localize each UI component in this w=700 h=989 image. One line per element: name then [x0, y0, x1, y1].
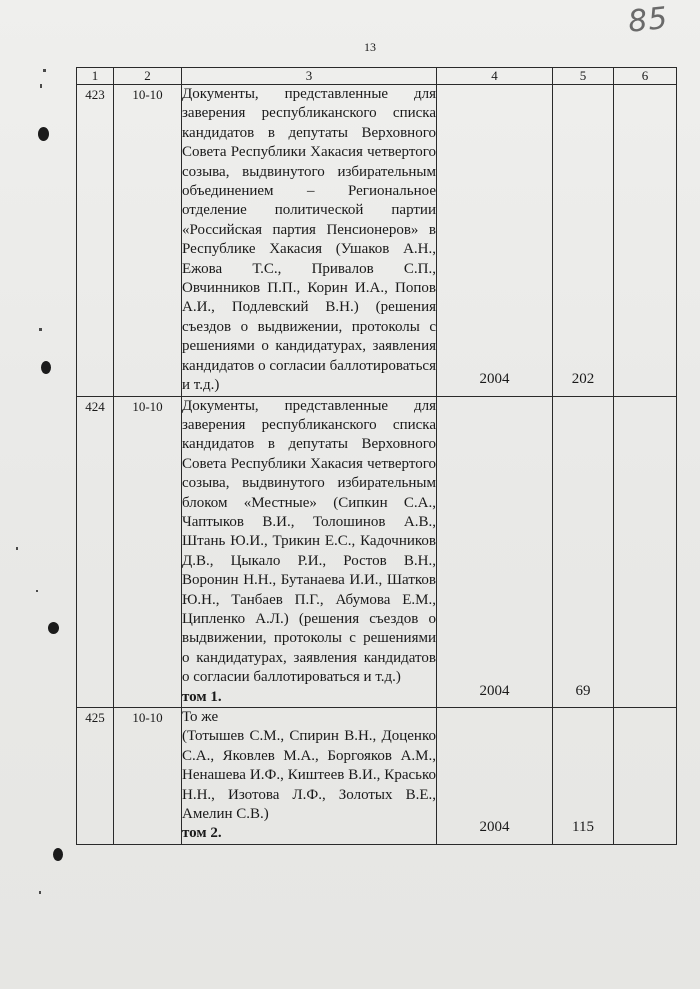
- record-number: 425: [77, 708, 114, 845]
- volume-label: том 2.: [182, 825, 222, 842]
- record-title: [182, 396, 437, 708]
- record-index: 10-10: [114, 85, 182, 397]
- margin-speck: [16, 547, 18, 550]
- table-row: [77, 396, 677, 708]
- table-row: [77, 708, 677, 845]
- record-index: 10-10: [114, 396, 182, 708]
- margin-speck: [36, 590, 38, 592]
- record-title-text: (Тотышев С.М., Спирин В.Н., Доценко С.А., Яковлев М.А., Боргояков А.М., Ненашева И.Ф., Киштеев В.И., Красько Н.Н., Изотова Л.Ф., Золотых В.Е., Амелин С.В.): [182, 728, 436, 823]
- register-table: [76, 67, 677, 845]
- record-notes: [614, 85, 677, 397]
- record-number: 423: [77, 85, 114, 397]
- record-title: [182, 708, 437, 845]
- column-header: 3: [182, 68, 437, 85]
- record-sheets: 202: [553, 85, 614, 397]
- record-title-text: Документы, представленные для заверения республиканского списка кандидатов в депутаты Верховного Совета Республики Хакасия четвертого созыва, выдвинутого избирательным блоком «Местные» (Сипкин С.А., Чаптыков В.И., Толошинов А.В., Штань Ю.И., Трикин Е.С., Кадочников Д.В., Цыкало Р.И., Ростов В.Н., Воронин Н.Н., Бутанаева И.И., Шатков Ю.Н., Танбаев П.Г., Абумова Е.М., Ципленко А.Л.) (решения съездов о выдвижении, протоколы с решениями о кандидатурах, заявления кандидатов о согласии баллотироваться и т.д.): [182, 397, 436, 686]
- punch-hole-mark: [53, 848, 63, 861]
- page-number: 13: [364, 40, 376, 54]
- volume-label: том 1.: [182, 688, 222, 705]
- record-sheets: 115: [553, 708, 614, 845]
- column-header: 5: [553, 68, 614, 85]
- record-notes: [614, 396, 677, 708]
- record-number: 424: [77, 396, 114, 708]
- record-title-text: Документы, представленные для заверения республиканского списка кандидатов в депутаты Верховного Совета Республики Хакасия четвертого созыва, выдвинутого избирательным объединением – Региональное отделение политической партии «Российская партия Пенсионеров» в Республике Хакасия (Ушаков А.Н., Ежова Т.С., Привалов С.П., Овчинников П.П., Корин И.А., Попов А.И., Подлевский В.Н.) (решения съездов о выдвижении, протоколы с решениями о кандидатурах, заявления кандидатов о согласии баллотироваться и т.д.): [182, 86, 436, 394]
- record-title: [182, 85, 437, 397]
- record-year: 2004: [437, 396, 553, 708]
- column-header: 6: [614, 68, 677, 85]
- record-notes: [614, 708, 677, 845]
- table-header-row: [77, 68, 677, 85]
- margin-speck: [43, 69, 46, 72]
- handwritten-folio-number: 85: [626, 0, 671, 40]
- record-sheets: 69: [553, 396, 614, 708]
- punch-hole-mark: [41, 361, 51, 374]
- record-title-lead: То же: [182, 709, 219, 725]
- column-header: 2: [114, 68, 182, 85]
- punch-hole-mark: [48, 622, 59, 634]
- punch-hole-mark: [38, 127, 49, 141]
- table-row: [77, 85, 677, 397]
- margin-speck: [40, 84, 42, 88]
- record-index: 10-10: [114, 708, 182, 845]
- margin-speck: [39, 328, 42, 331]
- column-header: 1: [77, 68, 114, 85]
- column-header: 4: [437, 68, 553, 85]
- margin-speck: [39, 891, 41, 894]
- record-year: 2004: [437, 708, 553, 845]
- record-year: 2004: [437, 85, 553, 397]
